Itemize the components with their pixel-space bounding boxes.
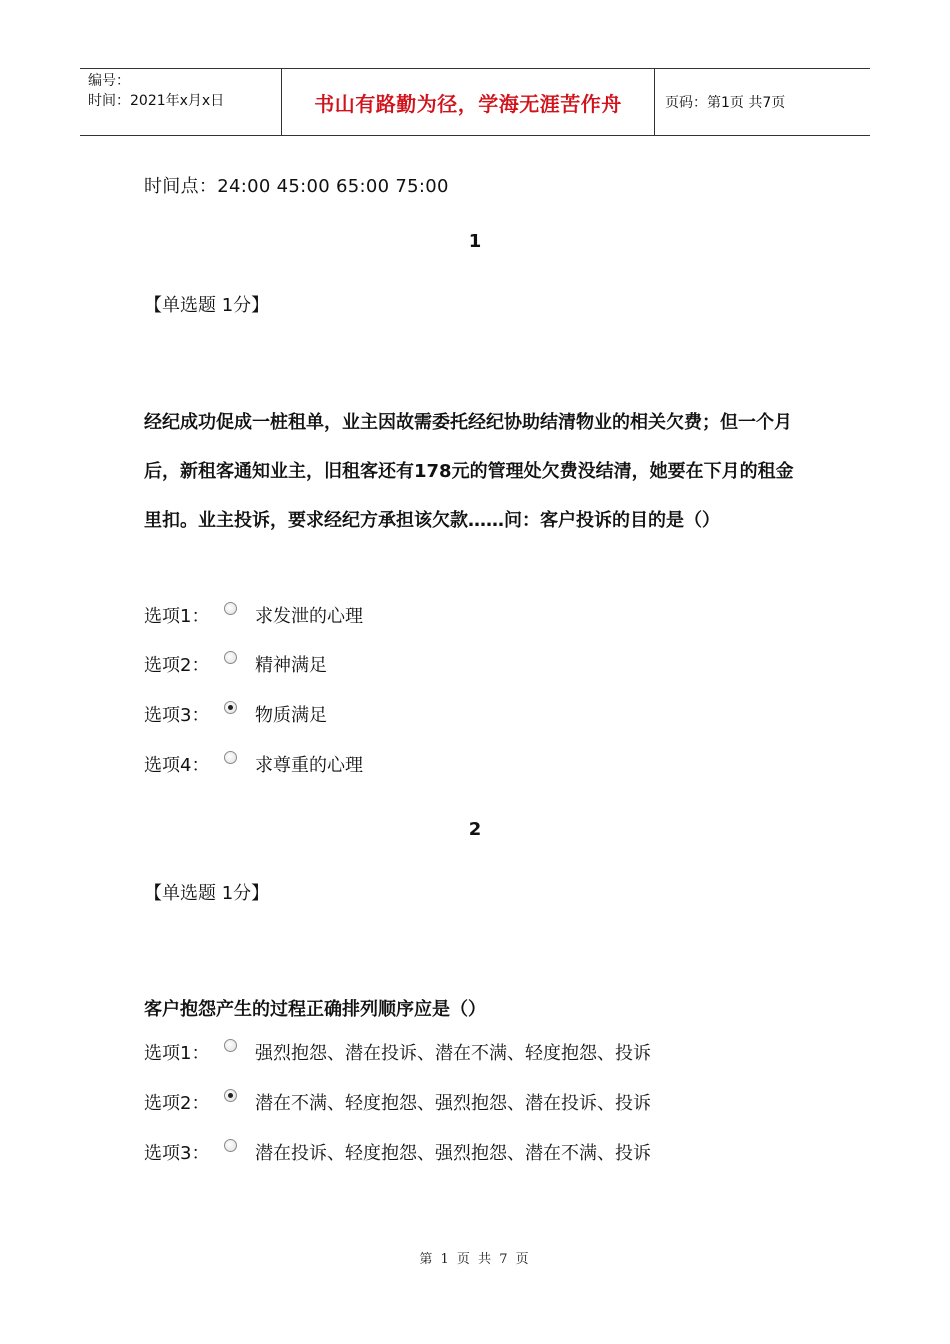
option-text: 潜在不满、轻度抱怨、强烈抱怨、潜在投诉、投诉 bbox=[255, 1093, 651, 1114]
header-meta bbox=[80, 69, 282, 135]
header-motto: 书山有路勤为径，学海无涯苦作舟 bbox=[314, 91, 622, 116]
header-number-label: 编号： bbox=[88, 73, 130, 89]
radio-button[interactable] bbox=[224, 751, 237, 764]
radio-button-selected[interactable] bbox=[224, 1089, 237, 1102]
question-text: 经纪成功促成一桩租单，业主因故需委托经纪协助结清物业的相关欠费；但一个月后，新租客通知业主，旧租客还有178元的管理处欠费没结清，她要在下月的租金里扣。业主投诉，要求经纪方承担该欠款……问：客户投诉的目的是（） bbox=[144, 412, 794, 531]
option-text: 精神满足 bbox=[255, 655, 327, 676]
option-row[interactable] bbox=[144, 1089, 651, 1115]
option-label: 选项3： bbox=[144, 705, 210, 726]
timepoints: 时间点：24:00 45:00 65:00 75:00 bbox=[144, 176, 449, 197]
header-page-label: 页码：第1页 共7页 bbox=[665, 95, 786, 111]
option-label: 选项3： bbox=[144, 1143, 210, 1164]
option-text: 物质满足 bbox=[255, 705, 327, 726]
option-label: 选项1： bbox=[144, 1043, 210, 1064]
option-label: 选项1： bbox=[144, 606, 210, 627]
question-type: 【单选题 1分】 bbox=[144, 883, 270, 904]
option-row[interactable] bbox=[144, 1139, 651, 1165]
radio-button[interactable] bbox=[224, 602, 237, 615]
option-label: 选项2： bbox=[144, 1093, 210, 1114]
option-text: 求尊重的心理 bbox=[255, 755, 363, 776]
option-text: 潜在投诉、轻度抱怨、强烈抱怨、潜在不满、投诉 bbox=[255, 1143, 651, 1164]
option-row[interactable] bbox=[144, 1039, 651, 1065]
option-label: 选项4： bbox=[144, 755, 210, 776]
page-footer: 第 1 页 共 7 页 bbox=[419, 1252, 531, 1267]
document-header bbox=[80, 68, 870, 136]
radio-button[interactable] bbox=[224, 1039, 237, 1052]
radio-button[interactable] bbox=[224, 1139, 237, 1152]
option-text: 强烈抱怨、潜在投诉、潜在不满、轻度抱怨、投诉 bbox=[255, 1043, 651, 1064]
option-row[interactable] bbox=[144, 751, 363, 777]
option-row[interactable] bbox=[144, 701, 327, 727]
option-label: 选项2： bbox=[144, 655, 210, 676]
header-page-cell bbox=[655, 69, 870, 135]
option-row[interactable] bbox=[144, 651, 327, 677]
question-text: 客户抱怨产生的过程正确排列顺序应是（） bbox=[144, 999, 486, 1020]
radio-button[interactable] bbox=[224, 651, 237, 664]
option-text: 求发泄的心理 bbox=[255, 606, 363, 627]
option-row[interactable] bbox=[144, 602, 363, 628]
header-time-label: 时间：2021年x月x日 bbox=[88, 93, 225, 109]
radio-button-selected[interactable] bbox=[224, 701, 237, 714]
question-number: 1 bbox=[468, 231, 482, 252]
question-type: 【单选题 1分】 bbox=[144, 295, 270, 316]
question-number: 2 bbox=[468, 819, 482, 840]
header-motto-cell bbox=[282, 69, 655, 135]
